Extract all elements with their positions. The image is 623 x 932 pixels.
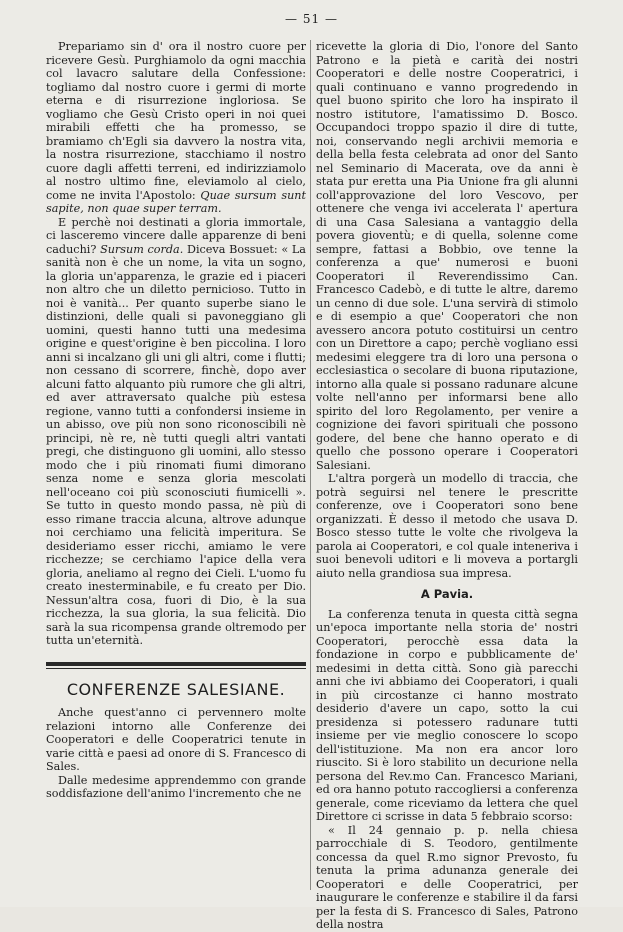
latin-quote: Sursum corda. bbox=[100, 242, 184, 256]
section-rule-thin bbox=[46, 668, 306, 669]
paragraph: La conferenza tenuta in questa città segna un'epoca importante nella storia de' nostri Cooperatori, perocchè essa data la fondazione in corpo e pubblicamente de' medesimi in detta città. Sono già parecchi anni che ivi abbiamo dei Cooperatori, i quali in più circostanze ci hanno mostrato desiderio d'avere un capo, sotto la cui presidenza si potessero radunare tutti insieme per vie meglio conoscere lo scopo dell'istituzione. Ma non era ancor loro riuscito. Si è loro stabilito un decurione nella persona del Rev.mo Can. Francesco Mariani, ed ora hanno potuto raccogliersi a conferenza generale, come riceviamo da lettera che quel Direttore ci scrisse in data 5 febbraio scorso: bbox=[316, 607, 578, 823]
paragraph: L'altra porgerà un modello di traccia, che potrà seguirsi nel tenere le prescritte conferenze, ove i Cooperatori sono bene organizzati. È desso il metodo che usava D. Bosco stesso tutte le volte che rivolgeva la parola ai Cooperatori, e col quale inteneriva i suoi benevoli uditori e li moveva a portargli aiuto nella grandiosa sua impresa. bbox=[316, 472, 578, 580]
paragraph: Dalle medesime apprendemmo con grande soddisfazione dell'animo l'incremento che ne bbox=[46, 773, 306, 800]
paragraph: Anche quest'anno ci pervennero molte relazioni intorno alle Conferenze dei Cooperatori e delle Cooperatrici tenute in varie città e paesi ad onore di S. Francesco di Sales. bbox=[46, 706, 306, 773]
right-column bbox=[316, 40, 578, 932]
left-column bbox=[46, 40, 306, 801]
latin-quote: Quae sursum sunt sapite, non quae super terram. bbox=[46, 188, 306, 215]
paragraph: Prepariamo sin d' ora il nostro cuore per ricevere Gesù. Purghiamolo da ogni macchia col lavacro salutare della Confessione: togliamo dal nostro cuore i germi di morte eterna e di risurrezione ingloriosa. Se vogliamo che Gesù Cristo operi in noi quei mirabili effetti che ha promesso, se bramiamo ch'Egli sia davvero la nostra vita, la nostra risurrezione, stacchiamo il nostro cuore dagli affetti terreni, ed indirizziamolo al nostro ultimo fine, eleviamolo al cielo, come ne invita l'Apostolo: Quae sursum sunt sapite, non quae super terram. bbox=[46, 40, 306, 215]
paragraph: E perchè noi destinati a gloria immortale, ci lasceremo vincere dalle apparenze di beni caduchi? Sursum corda. Diceva Bossuet: « La sanità non è che un nome, la vita un sogno, la gloria un'apparenza, le grazie ed i piaceri non altro che un diletto pernicioso. Tutto in noi è vanità... Per quanto superbe siano le distinzioni, delle quali si pavoneggiano gli uomini, questi hanno tutti una medesima origine e quest'origine è ben piccolina. I loro anni si incalzano gli uni gli altri, come i flutti; non cessano di scorrere, finchè, dopo aver alcuni fatto alquanto più rumore che gli altri, ed aver attraversato qualche più estesa regione, vanno tutti a confondersi insieme in un abisso, ove più non sono riconoscibili nè principi, nè re, nè tutti quegli altri vantati pregi, che distinguono gli uomini, allo stesso modo che i più rinomati fiumi dimorano senza nome e senza gloria mescolati nell'oceano coi più sconosciuti fiumicelli ». Se tutto in questo mondo passa, nè più di esso rimane traccia alcuna, altrove adunque noi cerchiamo una felicità imperitura. Se desideriamo esser ricchi, amiamo le vere ricchezze; se cerchiamo l'apice della vera gloria, aneliamo al regno dei Cieli. L'uomo fu creato inesterminabile, e fu creato per Dio. Nessun'altra cosa, fuori di Dio, è la sua ricchezza, la sua gloria, la sua felicità. Dio sarà la sua ricompensa grande oltremodo per tutta un'eternità. bbox=[46, 215, 306, 647]
column-divider bbox=[310, 40, 311, 890]
section-title: CONFERENZE SALESIANE. bbox=[66, 679, 286, 699]
paragraph: « Il 24 gennaio p. p. nella chiesa parrocchiale di S. Teodoro, gentilmente concessa da quel R.mo signor Prevosto, fu tenuta la prima adunanza generale dei Cooperatori e delle Cooperatrici, per inaugurare le conferenze e stabilire il da farsi per la festa di S. Francesco di Sales, Patrono della nostra bbox=[316, 823, 578, 931]
section-rule bbox=[46, 662, 306, 666]
page-number: — 51 — bbox=[285, 12, 338, 26]
subsection-title: A Pavia. bbox=[420, 587, 474, 601]
paragraph: ricevette la gloria di Dio, l'onore del Santo Patrono e la pietà e carità dei nostri Cooperatori e delle nostre Cooperatrici, i quali continuano e vanno progredendo in quel buono spirito che loro ha inspirato il nostro istitutore, l'amatissimo D. Bosco. Occupandoci troppo spazio il dire di tutte, noi, conservando negli archivii memoria e della bella festa celebrata ad onor del Santo nel Seminario di Macerata, ove da anni è stata pur eretta una Pia Unione fra gli alunni coll'approvazione del loro Vescovo, per ottenere che venga ivi accelerata l' apertura di una Casa Salesiana a vantaggio della povera gioventù; e di quella, solenne come sempre, fattasi a Bobbio, ove tenne la conferenza a que' numerosi e buoni Cooperatori il Reverendissimo Can. Francesco Cadebò, e di tutte le altre, daremo un cenno di due sole. L'una servirà di stimolo e di esempio a que' Cooperatori che non avessero ancora potuto costituirsi un centro con un Direttore a capo; perchè vogliano essi medesimi eleggere tra di loro una persona o ecclesiastica o secolare di buona riputazione, intorno alla quale si possano radunare alcune volte nell'anno per informarsi bene allo spirito del loro Regolamento, per venire a cognizione dei favori spirituali che possono godere, del bene che hanno operato e di quello che possono operare i Cooperatori Salesiani. bbox=[316, 40, 578, 472]
